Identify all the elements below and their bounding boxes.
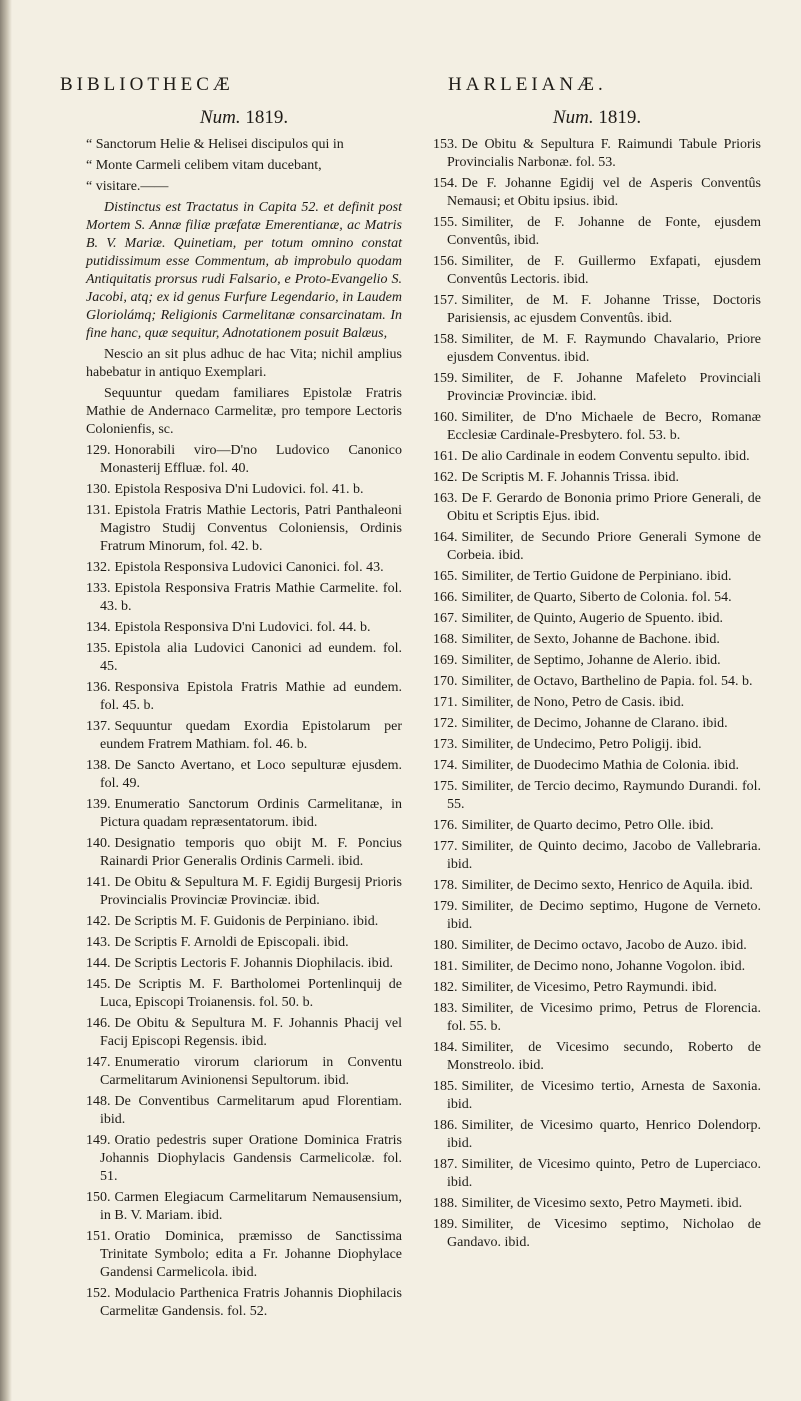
entry-number: 171. (433, 695, 458, 710)
entry-text: De Obitu & Sepultura M. F. Johannis Phacij vel Facij Episcopi Regensis. ibid. (100, 1016, 402, 1049)
entry-text: Enumeratio virorum clariorum in Conventu Carmelitarum Avinionensi Sepultorum. ibid. (100, 1055, 402, 1088)
entry-number: 158. (433, 332, 458, 347)
catalog-entry (86, 619, 402, 637)
catalog-entry (433, 757, 761, 775)
catalog-entry (433, 610, 761, 628)
entry-text: Similiter, de Tercio decimo, Raymundo Durandi. fol. 55. (447, 779, 761, 812)
entry-number: 150. (86, 1190, 111, 1205)
catalog-entry (433, 958, 761, 976)
entry-text: De Scriptis Lectoris F. Johannis Diophilacis. ibid. (114, 956, 393, 971)
entry-number: 132. (86, 560, 111, 575)
entry-text: De alio Cardinale in eodem Conventu sepulto. ibid. (461, 449, 750, 464)
entry-text: Honorabili viro—D'no Ludovico Canonico Monasterij Effluæ. fol. 40. (100, 443, 402, 476)
entry-number: 145. (86, 977, 111, 992)
entry-text: Similiter, de Quarto decimo, Petro Olle. ibid. (461, 818, 714, 833)
catalog-entry (433, 715, 761, 733)
entry-number: 133. (86, 581, 111, 596)
entry-number: 148. (86, 1094, 111, 1109)
catalog-entry (86, 502, 402, 556)
entry-number: 138. (86, 758, 111, 773)
header-right: HARLEIANÆ. (448, 74, 607, 95)
entry-number: 153. (433, 137, 458, 152)
entry-text: Similiter, de Quinto decimo, Jacobo de Vallebraria. ibid. (447, 839, 761, 872)
entry-text: Similiter, de Decimo sexto, Henrico de Aquila. ibid. (461, 878, 753, 893)
entry-number: 146. (86, 1016, 111, 1031)
entry-text: Similiter, de Vicesimo tertio, Arnesta de Saxonia. ibid. (447, 1079, 761, 1112)
entry-number: 129. (86, 443, 111, 458)
entry-number: 188. (433, 1196, 458, 1211)
entry-text: Similiter, de Vicesimo primo, Petrus de Florencia. fol. 55. b. (447, 1001, 761, 1034)
catalog-entry (433, 175, 761, 211)
entry-number: 184. (433, 1040, 458, 1055)
entry-text: Similiter, de Decimo, Johanne de Clarano. ibid. (461, 716, 728, 731)
entry-number: 186. (433, 1118, 458, 1133)
num-year: 1819. (245, 107, 289, 128)
catalog-entry (433, 898, 761, 934)
catalog-entry (433, 214, 761, 250)
entry-text: Epistola Resposiva D'ni Ludovici. fol. 41. b. (114, 482, 364, 497)
entry-number: 137. (86, 719, 111, 734)
entry-text: Similiter, de Vicesimo sexto, Petro Maymeti. ibid. (461, 1196, 743, 1211)
entry-text: Epistola Responsiva Fratris Mathie Carmelite. fol. 43. b. (100, 581, 402, 614)
entry-number: 141. (86, 875, 111, 890)
left-entry-list (86, 442, 402, 1321)
entry-text: Sequuntur quedam Exordia Epistolarum per eundem Fratrem Mathiam. fol. 46. b. (100, 719, 402, 752)
entry-text: Oratio pedestris super Oratione Dominica Fratris Johannis Diophylacis Gandensis Carmelicolæ. fol. 51. (100, 1133, 402, 1184)
catalog-entry (433, 448, 761, 466)
entry-number: 169. (433, 653, 458, 668)
catalog-entry (433, 778, 761, 814)
entry-number: 131. (86, 503, 111, 518)
entry-number: 143. (86, 935, 111, 950)
catalog-entry (86, 1228, 402, 1282)
catalog-entry (86, 955, 402, 973)
entry-number: 179. (433, 899, 458, 914)
entry-number: 134. (86, 620, 111, 635)
entry-number: 151. (86, 1229, 111, 1244)
entry-number: 173. (433, 737, 458, 752)
catalog-entry (86, 679, 402, 715)
entry-text: De Scriptis F. Arnoldi de Episcopali. ibid. (114, 935, 349, 950)
entry-number: 162. (433, 470, 458, 485)
distinctus-paragraph: Distinctus est Tractatus in Capita 52. et definit post Mortem S. Annæ filiæ præfatæ Emerentianæ, ac Matris B. V. Mariæ. Quinetiam, per totum omnino constat putidissimum esse Commentum, ab improbulo quodam Antiquitatis prorsus rudi Falsario, e Proto-Evangelio S. Jacobi, atq; ex id genus Furfure Legendario, in Laudem Gloriolámq; Religionis Carmelitanæ consarcinatam. In fine hanc, quæ sequitur, Adnotationem posuit Balæus, (86, 200, 402, 341)
catalog-entry (433, 292, 761, 328)
entry-number: 161. (433, 449, 458, 464)
catalog-entry (433, 136, 761, 172)
entry-text: Similiter, de Undecimo, Petro Poligij. ibid. (461, 737, 702, 752)
entry-number: 189. (433, 1217, 458, 1232)
entry-text: Similiter, de M. F. Johanne Trisse, Doctoris Parisiensis, ac ejusdem Conventûs. ibid. (447, 293, 761, 326)
catalog-entry (433, 568, 761, 586)
entry-text: Similiter, de Quinto, Augerio de Spuento. ibid. (461, 611, 724, 626)
entry-text: Similiter, de Septimo, Johanne de Alerio. ibid. (461, 653, 721, 668)
catalog-entry (433, 877, 761, 895)
entry-text: Similiter, de Vicesimo quarto, Henrico Dolendorp. ibid. (447, 1118, 761, 1151)
catalog-entry (86, 934, 402, 952)
entry-number: 164. (433, 530, 458, 545)
entry-text: Similiter, de F. Guillermo Exfapati, ejusdem Conventûs Lectoris. ibid. (447, 254, 761, 287)
entry-text: De F. Johanne Egidij vel de Asperis Conventûs Nemausi; et Obitu ipsius. ibid. (447, 176, 761, 209)
catalog-entry (433, 1039, 761, 1075)
catalog-entry (86, 1015, 402, 1051)
catalog-entry (433, 652, 761, 670)
catalog-entry (433, 589, 761, 607)
entry-text: Similiter, de Octavo, Barthelino de Papia. fol. 54. b. (461, 674, 753, 689)
entry-number: 144. (86, 956, 111, 971)
catalog-entry (433, 1195, 761, 1213)
catalog-entry (86, 1132, 402, 1186)
entry-text: Enumeratio Sanctorum Ordinis Carmelitanæ, in Pictura quadam repræsentatorum. ibid. (100, 797, 402, 830)
entry-text: Similiter, de Sexto, Johanne de Bachone. ibid. (461, 632, 720, 647)
catalog-entry (433, 736, 761, 754)
right-column (433, 106, 761, 1255)
entry-text: De Sancto Avertano, et Loco sepulturæ ejusdem. fol. 49. (100, 758, 402, 791)
catalog-entry (86, 835, 402, 871)
entry-text: De Conventibus Carmelitarum apud Florentiam. ibid. (100, 1094, 402, 1127)
left-column (86, 106, 402, 1324)
catalog-entry (86, 718, 402, 754)
entry-number: 181. (433, 959, 458, 974)
entry-text: Similiter, de Secundo Priore Generali Symone de Corbeia. ibid. (447, 530, 761, 563)
entry-number: 168. (433, 632, 458, 647)
entry-number: 154. (433, 176, 458, 191)
catalog-entry (433, 937, 761, 955)
entry-number: 152. (86, 1286, 111, 1301)
num-label: Num. (552, 107, 594, 128)
entry-text: Similiter, de F. Johanne Mafeleto Provinciali Provinciæ Provinciæ. ibid. (447, 371, 761, 404)
catalog-entry (86, 976, 402, 1012)
catalog-entry (86, 559, 402, 577)
entry-number: 180. (433, 938, 458, 953)
entry-text: Similiter, de Vicesimo, Petro Raymundi. ibid. (461, 980, 717, 995)
entry-text: Designatio temporis quo obijt M. F. Poncius Rainardi Prior Generalis Ordinis Carmeli. ibid. (100, 836, 402, 869)
entry-number: 172. (433, 716, 458, 731)
entry-number: 142. (86, 914, 111, 929)
entry-number: 165. (433, 569, 458, 584)
catalog-entry (433, 529, 761, 565)
entry-text: Similiter, de Duodecimo Mathia de Colonia. ibid. (461, 758, 739, 773)
entry-text: Epistola Fratris Mathie Lectoris, Patri Panthaleoni Magistro Studij Conventus Coloniensis, Ordinis Fratrum Minorum, fol. 42. b. (100, 503, 402, 554)
catalog-entry (433, 1078, 761, 1114)
catalog-entry (86, 580, 402, 616)
catalog-entry (433, 370, 761, 406)
entry-number: 147. (86, 1055, 111, 1070)
catalog-entry (433, 1156, 761, 1192)
entry-number: 185. (433, 1079, 458, 1094)
entry-number: 174. (433, 758, 458, 773)
entry-text: Similiter, de M. F. Raymundo Chavalario, Priore ejusdem Conventus. ibid. (447, 332, 761, 365)
entry-text: De Obitu & Sepultura F. Raimundi Tabule Prioris Provincialis Narbonæ. fol. 53. (447, 137, 761, 170)
catalog-entry (86, 1054, 402, 1090)
entry-text: Modulacio Parthenica Fratris Johannis Diophilacis Carmelitæ Gandensis. fol. 52. (100, 1286, 402, 1319)
entry-text: De Scriptis M. F. Johannis Trissa. ibid. (461, 470, 679, 485)
entry-text: Similiter, de Vicesimo secundo, Roberto de Monstreolo. ibid. (447, 1040, 761, 1073)
catalog-entry (86, 796, 402, 832)
catalog-entry (433, 979, 761, 997)
entry-number: 175. (433, 779, 458, 794)
entry-number: 170. (433, 674, 458, 689)
entry-number: 156. (433, 254, 458, 269)
intro-line: “ Sanctorum Helie & Helisei discipulos qui in (86, 137, 344, 152)
catalog-entry (433, 673, 761, 691)
catalog-entry (86, 1285, 402, 1321)
catalog-entry (433, 1117, 761, 1153)
entry-number: 130. (86, 482, 111, 497)
intro-line: “ Monte Carmeli celibem vitam ducebant, (86, 158, 322, 173)
entry-text: Similiter, de Decimo septimo, Hugone de Verneto. ibid. (447, 899, 761, 932)
catalog-entry (86, 1189, 402, 1225)
entry-number: 140. (86, 836, 111, 851)
book-spine-shadow (0, 0, 12, 1401)
catalog-entry (86, 757, 402, 793)
entry-number: 139. (86, 797, 111, 812)
nescio-paragraph: Nescio an sit plus adhuc de hac Vita; nichil amplius habebatur in antiquo Exemplari. (86, 347, 402, 380)
catalog-entry (433, 1000, 761, 1036)
entry-number: 163. (433, 491, 458, 506)
entry-text: Similiter, de Decimo nono, Johanne Vogolon. ibid. (461, 959, 746, 974)
entry-text: De Scriptis M. F. Bartholomei Portenlinquij de Luca, Episcopi Troianensis. fol. 50. b. (100, 977, 402, 1010)
entry-number: 149. (86, 1133, 111, 1148)
catalog-entry (433, 694, 761, 712)
right-entry-list (433, 136, 761, 1252)
entry-text: Oratio Dominica, præmisso de Sanctissima Trinitate Symbolo; edita a Fr. Johanne Diophylace Gandensi Carmelicola. ibid. (100, 1229, 402, 1280)
entry-text: Similiter, de Quarto, Siberto de Colonia. fol. 54. (461, 590, 732, 605)
entry-number: 177. (433, 839, 458, 854)
entry-text: De F. Gerardo de Bononia primo Priore Generali, de Obitu et Scriptis Ejus. ibid. (447, 491, 761, 524)
entry-number: 182. (433, 980, 458, 995)
catalog-entry (433, 469, 761, 487)
entry-number: 159. (433, 371, 458, 386)
entry-text: De Scriptis M. F. Guidonis de Perpiniano. ibid. (114, 914, 379, 929)
entry-number: 176. (433, 818, 458, 833)
entry-text: Similiter, de D'no Michaele de Becro, Romanæ Ecclesiæ Cardinale-Presbytero. fol. 53. b. (447, 410, 761, 443)
catalog-entry (433, 490, 761, 526)
entry-text: De Obitu & Sepultura M. F. Egidij Burgesij Prioris Provincialis Provinciæ Provinciæ. ibid. (100, 875, 402, 908)
catalog-entry (86, 874, 402, 910)
catalog-entry (86, 481, 402, 499)
catalog-entry (86, 442, 402, 478)
entry-number: 187. (433, 1157, 458, 1172)
entry-number: 167. (433, 611, 458, 626)
entry-text: Similiter, de Decimo octavo, Jacobo de Auzo. ibid. (461, 938, 747, 953)
entry-text: Similiter, de Vicesimo quinto, Petro de Luperciaco. ibid. (447, 1157, 761, 1190)
entry-number: 136. (86, 680, 111, 695)
sequuntur-paragraph: Sequuntur quedam familiares Epistolæ Fratris Mathie de Andernaco Carmelitæ, pro tempore Lectoris Colonienfis, sc. (86, 386, 402, 437)
entry-text: Similiter, de F. Johanne de Fonte, ejusdem Conventûs, ibid. (447, 215, 761, 248)
catalog-entry (86, 640, 402, 676)
catalog-entry (433, 1216, 761, 1252)
left-num-heading (86, 106, 402, 130)
catalog-entry (86, 913, 402, 931)
entry-text: Responsiva Epistola Fratris Mathie ad eundem. fol. 45. b. (100, 680, 402, 713)
catalog-entry (433, 253, 761, 289)
entry-number: 178. (433, 878, 458, 893)
entry-text: Epistola Responsiva Ludovici Canonici. fol. 43. (114, 560, 384, 575)
entry-text: Similiter, de Nono, Petro de Casis. ibid. (461, 695, 685, 710)
catalog-entry (433, 409, 761, 445)
catalog-entry (433, 331, 761, 367)
right-num-heading (433, 106, 761, 130)
entry-number: 155. (433, 215, 458, 230)
entry-text: Epistola alia Ludovici Canonici ad eundem. fol. 45. (100, 641, 402, 674)
entry-text: Epistola Responsiva D'ni Ludovici. fol. 44. b. (114, 620, 371, 635)
entry-text: Similiter, de Tertio Guidone de Perpiniano. ibid. (461, 569, 732, 584)
num-label: Num. (199, 107, 241, 128)
entry-number: 183. (433, 1001, 458, 1016)
entry-number: 157. (433, 293, 458, 308)
catalog-entry (433, 817, 761, 835)
catalog-entry (86, 1093, 402, 1129)
num-year: 1819. (598, 107, 642, 128)
entry-number: 166. (433, 590, 458, 605)
catalog-entry (433, 838, 761, 874)
entry-number: 135. (86, 641, 111, 656)
entry-text: Similiter, de Vicesimo septimo, Nicholao de Gandavo. ibid. (447, 1217, 761, 1250)
entry-text: Carmen Elegiacum Carmelitarum Nemausensium, in B. V. Mariam. ibid. (100, 1190, 402, 1223)
intro-line: “ visitare.—— (86, 179, 169, 194)
entry-number: 160. (433, 410, 458, 425)
header-left: BIBLIOTHECÆ (60, 74, 234, 95)
catalog-entry (433, 631, 761, 649)
